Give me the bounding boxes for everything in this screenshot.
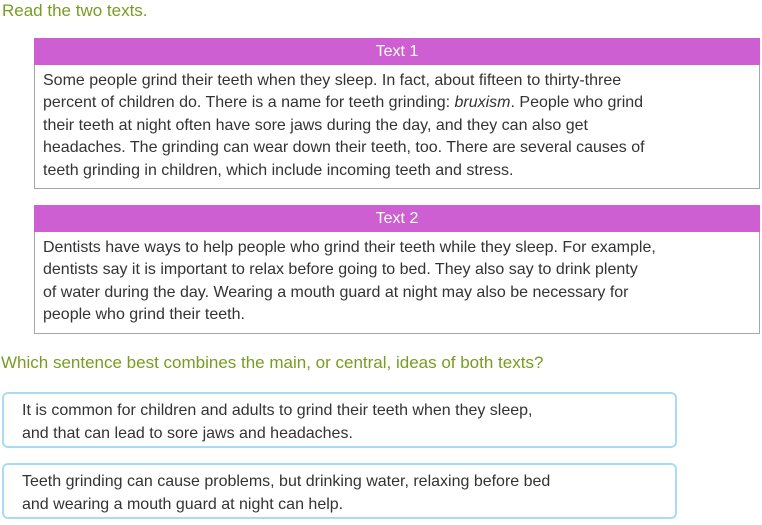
- answer-line: It is common for children and adults to grind their teeth when they sleep,: [22, 402, 533, 419]
- passage-2-title: Text 2: [375, 209, 419, 227]
- passage-1-body: [34, 65, 760, 189]
- answer-option-2[interactable]: [2, 463, 677, 519]
- passage-line: teeth grinding in children, which include incoming teeth and stress.: [43, 161, 514, 179]
- passage-line: Dentists have ways to help people who grind their teeth while they sleep. For example,: [43, 239, 656, 256]
- passage-line: percent of children do. There is a name for teeth grinding: bruxism. People who grind: [43, 94, 644, 112]
- passage-card-2: [34, 205, 760, 334]
- passage-1-title: Text 1: [375, 42, 419, 60]
- answer-line: and wearing a mouth guard at night can help.: [22, 496, 344, 513]
- answer-option-1[interactable]: [2, 392, 677, 448]
- answer-line: and that can lead to sore jaws and headaches.: [22, 425, 353, 442]
- passage-1-header: [34, 38, 760, 65]
- passage-line: people who grind their teeth.: [43, 306, 245, 324]
- passage-line: of water during the day. Wearing a mouth guard at night may also be necessary for: [43, 283, 629, 301]
- passage-line: their teeth at night often have sore jaws during the day, and they can also get: [43, 116, 588, 134]
- question-text: Which sentence best combines the main, or central, ideas of both texts?: [1, 353, 544, 372]
- instruction-text: Read the two texts.: [2, 1, 148, 20]
- answer-line: Teeth grinding can cause problems, but drinking water, relaxing before bed: [22, 473, 551, 490]
- passage-2-header: [34, 205, 760, 232]
- passage-line: Some people grind their teeth when they sleep. In fact, about fifteen to thirty-three: [43, 72, 622, 89]
- passage-line: dentists say it is important to relax before going to bed. They also say to drink plenty: [43, 261, 638, 279]
- passage-card-1: [34, 38, 760, 189]
- passage-2-body: [34, 232, 760, 334]
- passage-line: headaches. The grinding can wear down their teeth, too. There are several causes of: [43, 139, 645, 157]
